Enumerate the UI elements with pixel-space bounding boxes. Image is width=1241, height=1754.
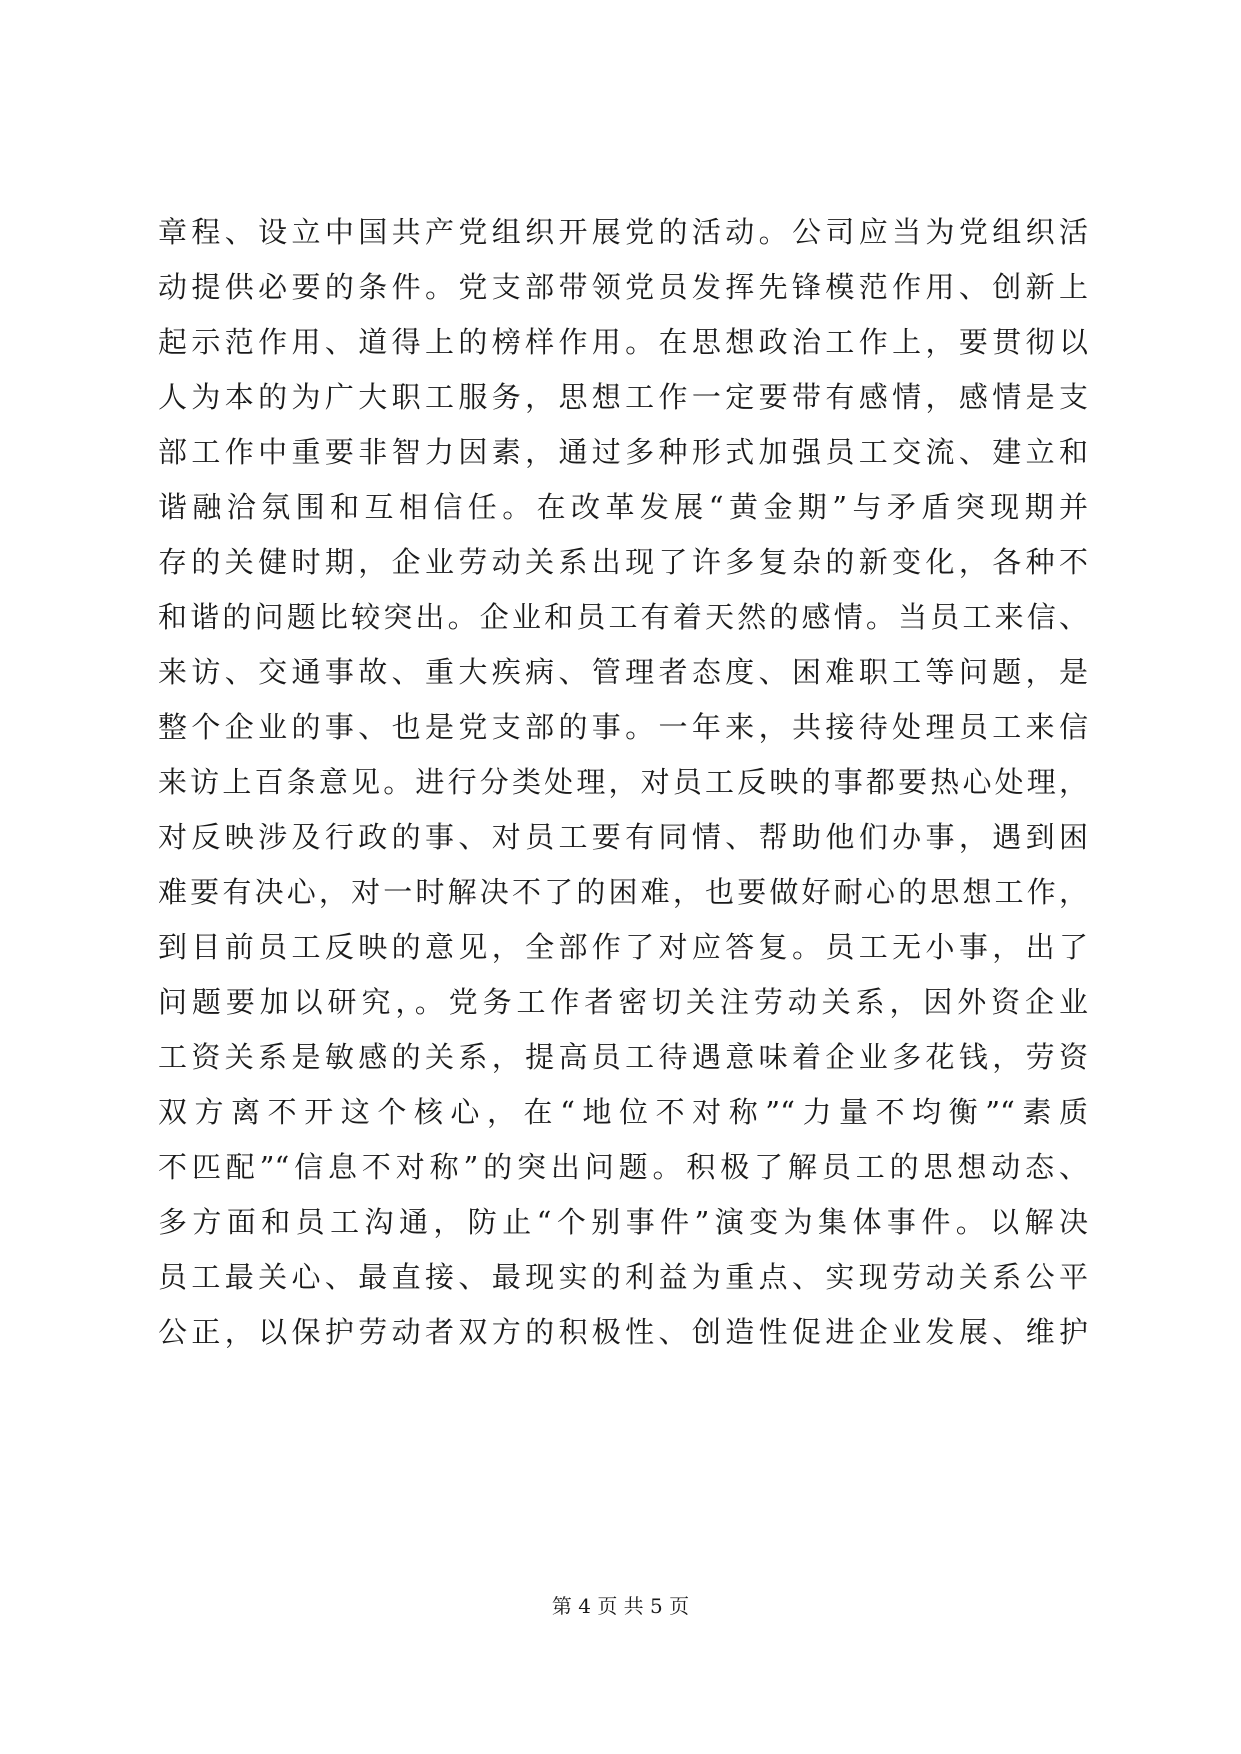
text-line: 存的关健时期，企业劳动关系出现了许多复杂的新变化，各种不	[158, 545, 1088, 579]
text-line: 不匹配”“信息不对称”的突出问题。积极了解员工的思想动态、	[158, 1150, 1088, 1184]
text-line: 来访、交通事故、重大疾病、管理者态度、困难职工等问题，是	[158, 655, 1088, 689]
text-line: 人为本的为广大职工服务，思想工作一定要带有感情，感情是支	[158, 380, 1088, 414]
text-line: 对反映涉及行政的事、对员工要有同情、帮助他们办事，遇到困	[158, 820, 1088, 854]
text-line: 员工最关心、最直接、最现实的利益为重点、实现劳动关系公平	[158, 1260, 1088, 1294]
text-line: 工资关系是敏感的关系，提高员工待遇意味着企业多花钱，劳资	[158, 1040, 1088, 1074]
text-line: 到目前员工反映的意见，全部作了对应答复。员工无小事，出了	[158, 930, 1088, 964]
text-line: 难要有决心，对一时解决不了的困难，也要做好耐心的思想工作，	[158, 875, 1088, 909]
text-line: 双方离不开这个核心，在“地位不对称”“力量不均衡”“素质	[158, 1095, 1088, 1129]
page-number-footer: 第 4 页 共 5 页	[551, 1594, 690, 1618]
text-line: 部工作中重要非智力因素，通过多种形式加强员工交流、建立和	[158, 435, 1088, 469]
text-line: 起示范作用、道得上的榜样作用。在思想政治工作上，要贯彻以	[158, 325, 1088, 359]
text-line: 和谐的问题比较突出。企业和员工有着天然的感情。当员工来信、	[158, 600, 1088, 634]
text-line: 来访上百条意见。进行分类处理，对员工反映的事都要热心处理，	[158, 765, 1088, 799]
text-line: 动提供必要的条件。党支部带领党员发挥先锋模范作用、创新上	[158, 270, 1088, 304]
text-line: 公正，以保护劳动者双方的积极性、创造性促进企业发展、维护	[158, 1315, 1088, 1349]
text-line: 问题要加以研究，。党务工作者密切关注劳动关系，因外资企业	[158, 985, 1088, 1019]
body-paragraph	[158, 205, 1088, 1360]
text-line: 谐融洽氛围和互相信任。在改革发展“黄金期”与矛盾突现期并	[158, 490, 1088, 524]
text-line: 多方面和员工沟通，防止“个别事件”演变为集体事件。以解决	[158, 1205, 1088, 1239]
text-line: 整个企业的事、也是党支部的事。一年来，共接待处理员工来信	[158, 710, 1088, 744]
text-line: 章程、设立中国共产党组织开展党的活动。公司应当为党组织活	[158, 215, 1088, 249]
